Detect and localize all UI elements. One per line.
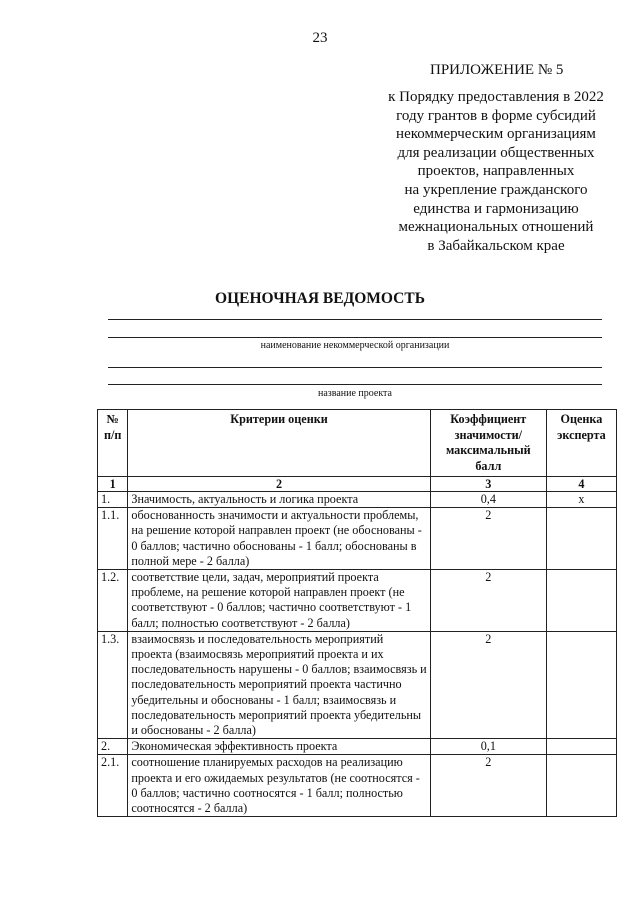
- header-score: Оценка эксперта: [546, 410, 616, 477]
- table-row: [98, 631, 617, 738]
- row-num: 2.1.: [98, 755, 128, 817]
- blank-line: [108, 367, 602, 368]
- row-score: [546, 755, 616, 817]
- appendix-line: проектов, направленных: [417, 163, 575, 180]
- column-number: 2: [128, 477, 430, 492]
- table-row: [98, 755, 617, 817]
- row-num: 2.: [98, 739, 128, 755]
- appendix-line: межнациональных отношений: [398, 219, 594, 236]
- row-score: [546, 739, 616, 755]
- row-coefficient: 0,1: [430, 739, 546, 755]
- row-coefficient: 2: [430, 755, 546, 817]
- appendix-line: на укрепление гражданского: [404, 181, 588, 198]
- row-score: [546, 631, 616, 738]
- blank-line: [108, 384, 602, 385]
- column-number: 4: [546, 477, 616, 492]
- column-number: 3: [430, 477, 546, 492]
- appendix-line: году грантов в форме субсидий: [396, 107, 596, 124]
- row-num: 1.: [98, 492, 128, 508]
- blank-line: [108, 337, 602, 338]
- row-num: 1.3.: [98, 631, 128, 738]
- appendix-line: к Порядку предоставления в 2022: [388, 89, 604, 105]
- row-criteria: Экономическая эффективность проекта: [128, 739, 430, 755]
- row-num: 1.2.: [98, 570, 128, 632]
- blank-line: [108, 319, 602, 320]
- row-score: [546, 570, 616, 632]
- page-number: 23: [312, 30, 328, 46]
- row-coefficient: 2: [430, 508, 546, 570]
- row-criteria: обоснованность значимости и актуальности проблемы, на решение которой направлен проект (не обоснованы - 0 баллов; частично обоснованы - 1 балл; обоснованы в полной мере - 2 балла): [128, 508, 430, 570]
- row-num: 1.1.: [98, 508, 128, 570]
- row-coefficient: 2: [430, 631, 546, 738]
- row-criteria: соотношение планируемых расходов на реализацию проекта и его ожидаемых результатов (не соотносятся - 0 баллов; частично соотносятся - 1 балл; полностью соотносятся - 2 балла): [128, 755, 430, 817]
- table-row: [98, 492, 617, 508]
- appendix-title: ПРИЛОЖЕНИЕ № 5: [430, 62, 564, 78]
- column-number: 1: [98, 477, 128, 492]
- column-number-row: [98, 477, 617, 492]
- appendix-line: некоммерческим организациям: [396, 126, 596, 143]
- document-title: ОЦЕНОЧНАЯ ВЕДОМОСТЬ: [215, 290, 425, 307]
- header-num: № п/п: [98, 410, 128, 477]
- header-coefficient: Коэффициент значимости/ максимальный балл: [430, 410, 546, 477]
- row-criteria: взаимосвязь и последовательность мероприятий проекта (взаимосвязь мероприятий проекта и их последовательность нарушены - 0 баллов; взаимосвязь и последовательность мероприятий проекта частично убедительны и обоснованы - 1 балл; взаимосвязь и последовательность мероприятий проекта убедительны и обоснованы - 2 балла): [128, 631, 430, 738]
- row-coefficient: 0,4: [430, 492, 546, 508]
- header-criteria: Критерии оценки: [128, 410, 430, 477]
- row-coefficient: 2: [430, 570, 546, 632]
- appendix-line: единства и гармонизацию: [413, 200, 579, 217]
- row-score: x: [546, 492, 616, 508]
- appendix-text: [360, 88, 632, 255]
- row-criteria: Значимость, актуальность и логика проекта: [128, 492, 430, 508]
- table-row: [98, 739, 617, 755]
- row-score: [546, 508, 616, 570]
- table-row: [98, 508, 617, 570]
- row-criteria: соответствие цели, задач, мероприятий проекта проблеме, на решение которой направлен проект (не соответствуют - 0 баллов; частично соответствуют - 1 балл; полностью соответствуют - 2 балла): [128, 570, 430, 632]
- appendix-line: в Забайкальском крае: [427, 237, 565, 254]
- table-header-row: [98, 410, 617, 477]
- appendix-line: для реализации общественных: [397, 144, 595, 161]
- evaluation-table: [97, 409, 617, 817]
- organization-caption: наименование некоммерческой организации: [260, 340, 450, 351]
- table-row: [98, 570, 617, 632]
- project-caption: название проекта: [318, 388, 392, 399]
